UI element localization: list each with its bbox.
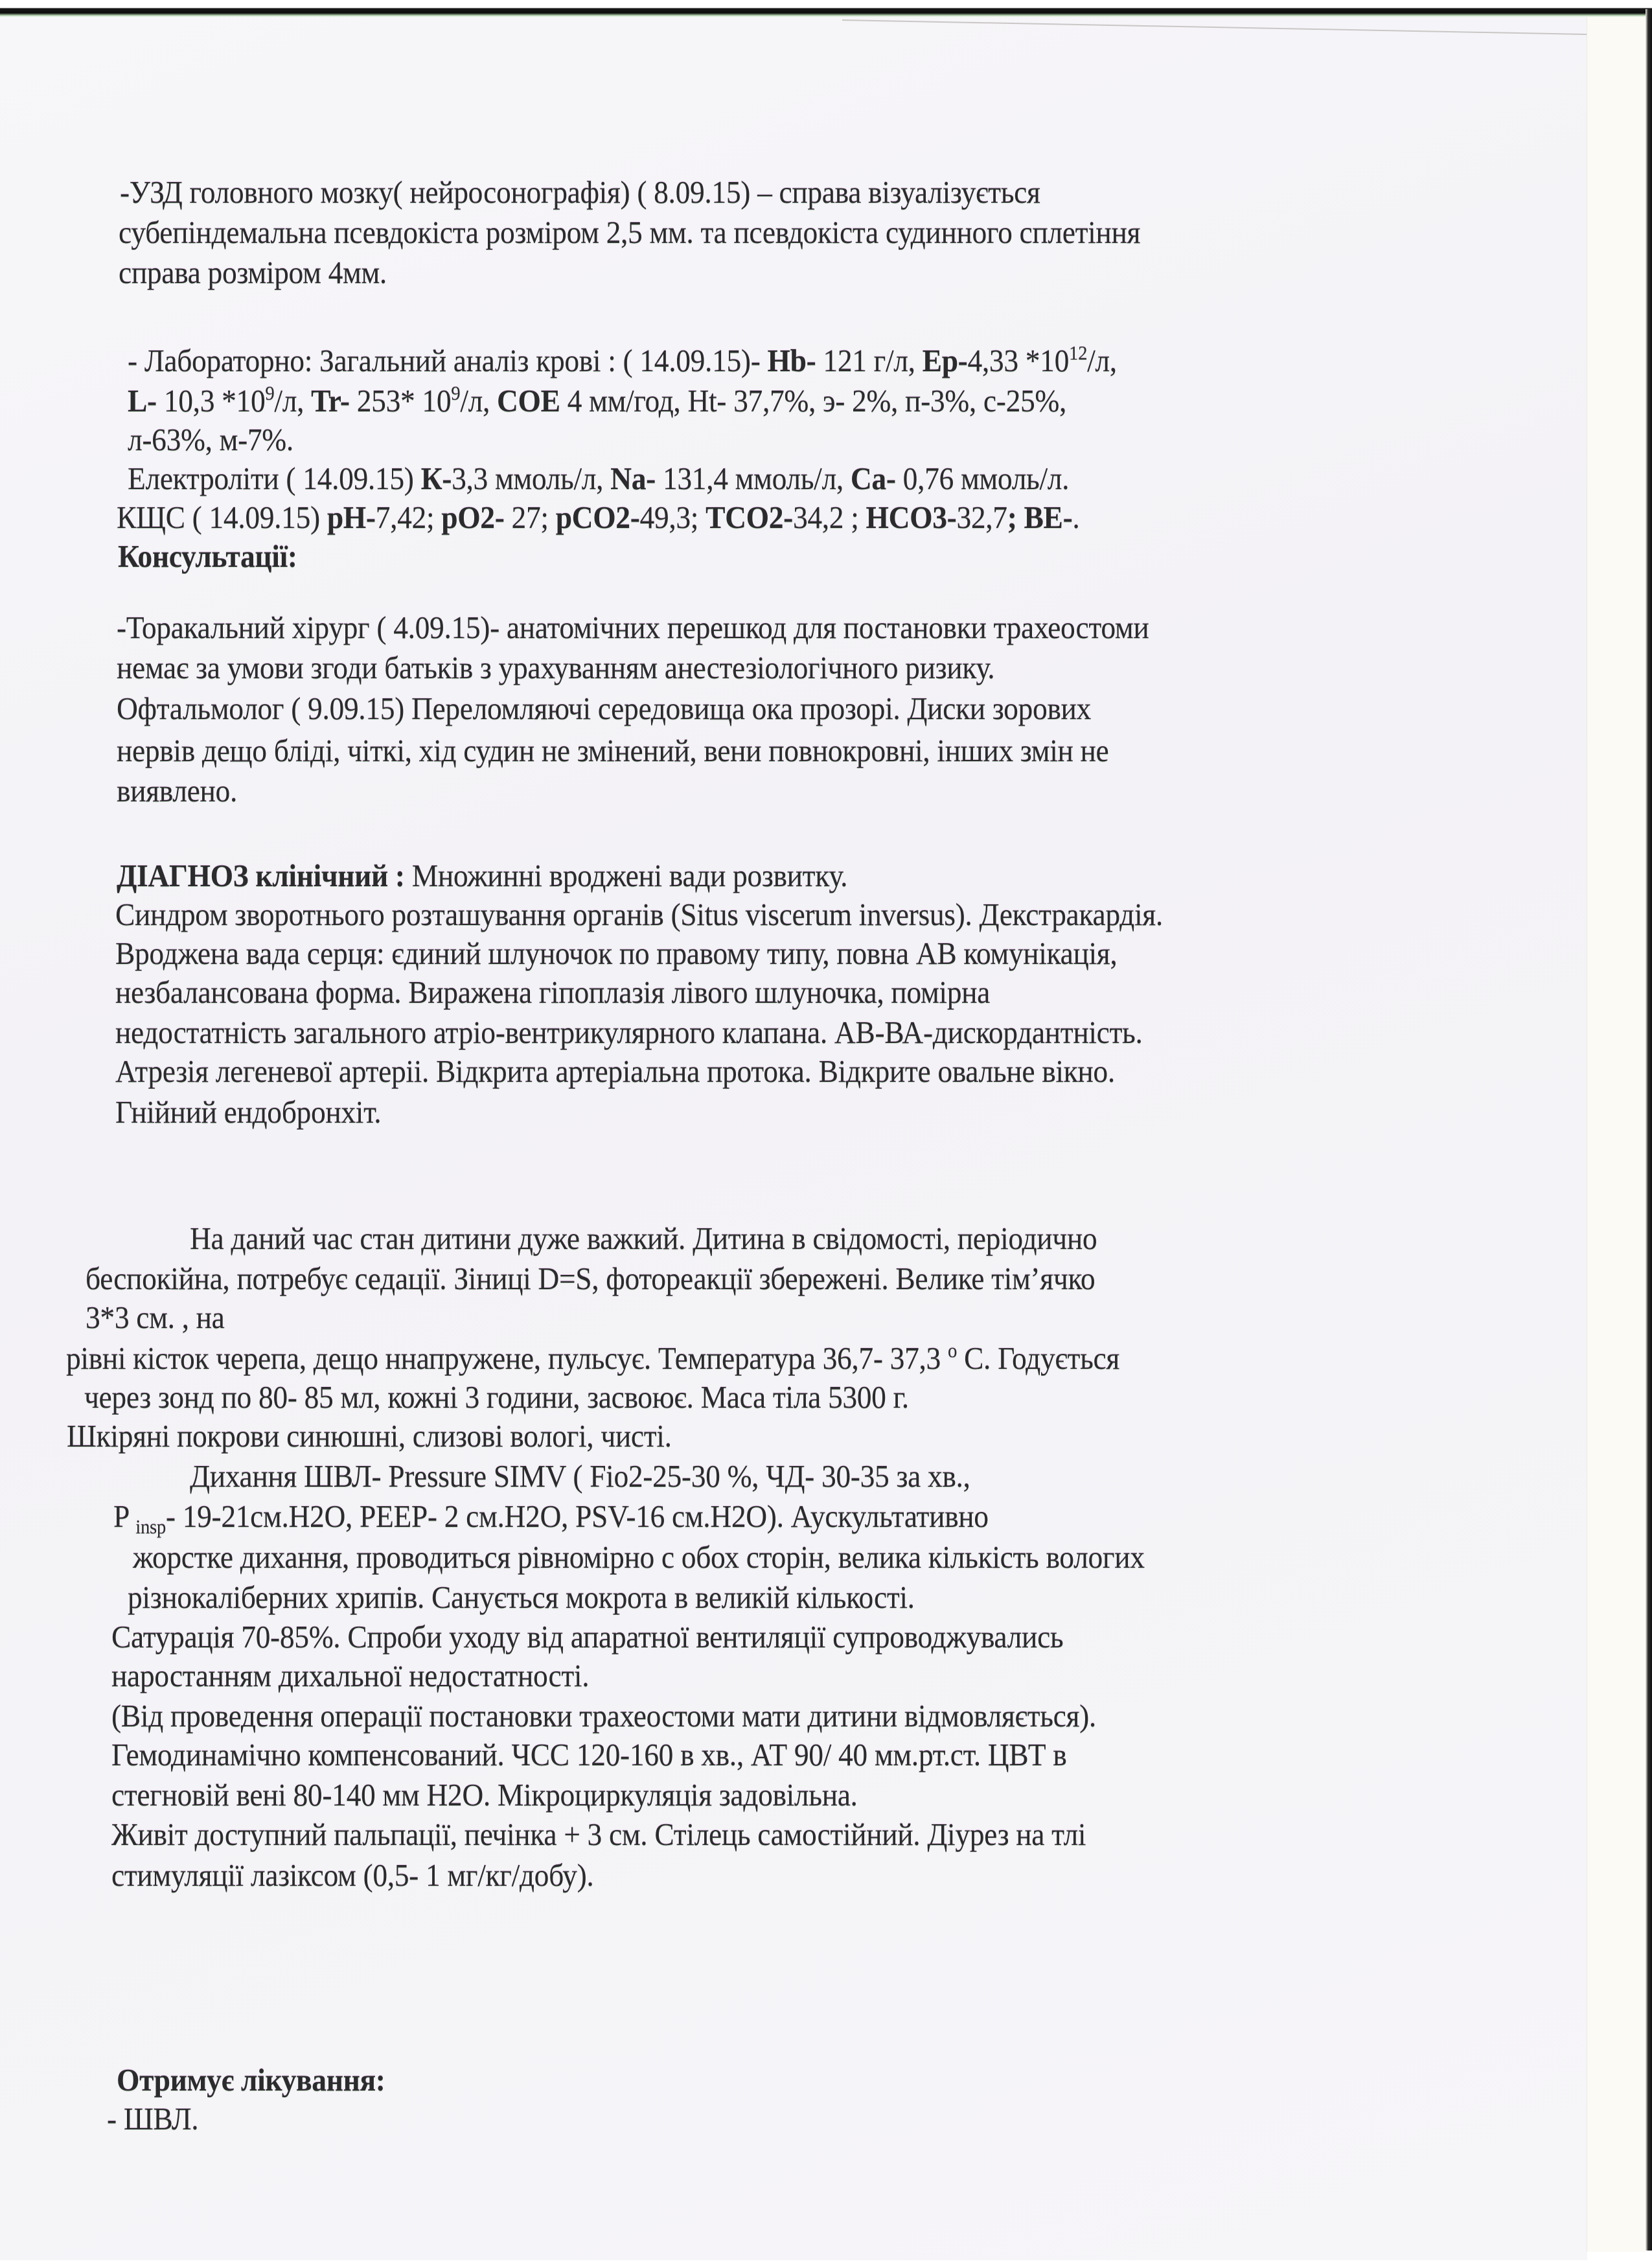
- scan-right-margin: [1587, 17, 1646, 2252]
- na-value: 131,4 ммоль/л,: [655, 461, 851, 496]
- diagnosis-line: незбалансована форма. Виражена гіпоплазія лівого шлуночка, помірна: [115, 974, 991, 1010]
- scan-top-edge: [0, 0, 1652, 17]
- ep-exponent: 12: [1069, 341, 1088, 364]
- labs-kshc-line: [117, 499, 1079, 536]
- degree-sign: o: [947, 1339, 957, 1362]
- diagnosis-line: Вроджена вада серця: єдиний шлуночок по правому типу, повна АВ комунікація,: [115, 935, 1118, 971]
- k-value: 3,3 ммоль/л,: [452, 461, 611, 496]
- status-line: жорстке дихання, проводиться рівномірно с обох сторін, велика кількість вологих: [133, 1539, 1145, 1575]
- diagnosis-first: Множинні вроджені вади розвитку.: [404, 858, 848, 893]
- consultation-line: Офтальмолог ( 9.09.15) Переломляючі середовища ока прозорі. Диски зорових: [117, 691, 1091, 726]
- status-line: Сатурація 70-85%. Спроби уходу від апаратної вентиляції супроводжувались: [111, 1619, 1064, 1655]
- electrolytes-intro: Електроліти ( 14.09.15): [128, 461, 421, 496]
- ph-label: pH-: [327, 499, 376, 535]
- hb-label: Hb-: [767, 343, 816, 378]
- tr-label: Tr-: [311, 383, 350, 418]
- k-label: К-: [420, 461, 452, 496]
- status-line: Гемодинамічно компенсований. ЧСС 120-160 в хв., АТ 90/ 40 мм.рт.ст. ЦВТ в: [111, 1737, 1067, 1772]
- labs-cbc-line: [128, 342, 1117, 379]
- status-line: через зонд по 80- 85 мл, кожні 3 години, засвоює. Маса тіла 5300 г.: [84, 1379, 909, 1415]
- status-line: стимуляції лазіксом (0,5- 1 мг/кг/добу).: [111, 1857, 594, 1893]
- pco2-value: 49,3;: [639, 499, 706, 535]
- pco2-label: pCO2-: [555, 499, 640, 535]
- status-line: Шкіряні покрови синюшні, слизові вологі, чисті.: [67, 1418, 672, 1454]
- po2-label: pO2-: [441, 499, 505, 535]
- labs-cbc-line: л-63%, м-7%.: [128, 422, 293, 457]
- ep-label: Ер-: [922, 343, 968, 378]
- diagnosis-line: [117, 857, 847, 894]
- status-line: (Від проведення операції постановки трахеостоми мати дитини відмовляється).: [111, 1698, 1096, 1734]
- status-line: стегновій вені 80-140 мм H2O. Мікроциркуляція задовільна.: [111, 1777, 858, 1813]
- ultrasound-line: справа розміром 4мм.: [119, 255, 387, 290]
- ep-value: 4,33 *10: [967, 343, 1070, 378]
- ca-label: Са-: [850, 461, 896, 496]
- status-line: беспокійна, потребує седації. Зіниці D=S, фотореакції збережені. Велике тім’ячко: [86, 1261, 1096, 1296]
- ca-value: 0,76 ммоль/л.: [895, 461, 1070, 496]
- be-label: ; BE-: [1007, 499, 1073, 535]
- ultrasound-line: субепіндемальна псевдокіста розміром 2,5 мм. та псевдокіста судинного сплетіння: [119, 214, 1141, 250]
- consultation-line: немає за умови згоди батьків з урахуванням анестезіологічного ризику.: [117, 650, 995, 685]
- tco2-label: TCO2-: [706, 499, 793, 535]
- hco3-value: 32,7: [956, 499, 1007, 535]
- tr-unit: /л,: [460, 383, 498, 418]
- kshc-intro: КЩС ( 14.09.15): [117, 499, 327, 535]
- tr-exponent: 9: [451, 382, 461, 404]
- consultation-line: нервів дещо бліді, чіткі, хід судин не змінений, вени повнокровні, інших змін не: [117, 733, 1109, 768]
- scan-bottom-edge: [0, 2260, 1652, 2268]
- l-exponent: 9: [265, 382, 275, 404]
- l-label: L-: [128, 383, 157, 418]
- consultation-line: виявлено.: [117, 773, 237, 808]
- status-line: різнокаліберних хрипів. Санується мокрота в великій кількості.: [128, 1579, 915, 1615]
- ph-value: 7,42;: [375, 499, 442, 535]
- status-line: [66, 1340, 1119, 1377]
- tco2-value: 34,2 ;: [792, 499, 866, 535]
- status-temp-tail: С. Годується: [956, 1340, 1119, 1376]
- l-unit: /л,: [274, 383, 312, 418]
- status-line: На даний час стан дитини дуже важкий. Дитина в свідомості, періодично: [190, 1220, 1097, 1256]
- status-line: Живіт доступний пальпації, печінка + 3 см. Стілець самостійний. Діурез на тлі: [111, 1816, 1086, 1852]
- consultations-heading: Консультації:: [118, 538, 297, 574]
- hco3-label: HCO3-: [866, 499, 957, 535]
- be-value: .: [1072, 499, 1080, 535]
- status-line: [113, 1498, 989, 1538]
- l-value: 10,3 *10: [156, 383, 266, 418]
- tr-value: 253* 10: [349, 383, 452, 418]
- consultation-line: -Торакальний хірург ( 4.09.15)- анатомічних перешкод для постановки трахеостоми: [117, 610, 1149, 645]
- coe-value: 4 мм/год, Ht- 37,7%, э- 2%, п-3%, с-25%,: [560, 383, 1067, 418]
- status-line: наростанням дихальної недостатності.: [111, 1658, 590, 1693]
- hb-value: 121 г/л,: [816, 343, 923, 378]
- diagnosis-line: Атрезія легеневої артеріі. Відкрита артеріальна протока. Відкрите овальне вікно.: [115, 1053, 1115, 1089]
- ep-unit: /л,: [1087, 343, 1117, 378]
- pinsp-sub: insp: [135, 1515, 166, 1538]
- labs-electrolytes-line: [128, 460, 1069, 497]
- diagnosis-line: Гнійний ендобронхіт.: [115, 1094, 382, 1130]
- diagnosis-line: Синдром зворотнього розташування органів (Situs viscerum inversus). Декстракардія.: [115, 897, 1163, 932]
- labs-intro: - Лабораторно: Загальний аналіз крові : ( 14.09.15)-: [128, 343, 768, 378]
- po2-value: 27;: [504, 499, 556, 535]
- labs-cbc-line: [128, 382, 1066, 419]
- ultrasound-line: -УЗД головного мозку( нейросонографія) ( 8.09.15) – справа візуалізується: [120, 174, 1040, 210]
- treatment-heading: Отримує лікування:: [117, 2062, 385, 2098]
- scan-right-edge: [1646, 9, 1652, 2251]
- status-line: Дихання ШВЛ- Pressure SIMV ( Fio2-25-30 %, ЧД- 30-35 за хв.,: [190, 1458, 970, 1494]
- pinsp-rest: - 19-21см.H2O, PEEP- 2 см.H2O, PSV-16 см.H2O). Аускультативно: [165, 1498, 989, 1534]
- status-line: 3*3 см. , на: [86, 1300, 225, 1335]
- pinsp-p: P: [113, 1498, 136, 1534]
- coe-label: СОЕ: [497, 383, 560, 418]
- status-temp-text: рівні кісток черепа, дещо ннапружене, пульсує. Температура 36,7- 37,3: [66, 1340, 948, 1376]
- treatment-item: - ШВЛ.: [107, 2101, 199, 2136]
- na-label: Na-: [610, 461, 656, 496]
- diagnosis-line: недостатність загального атріо-вентрикулярного клапана. АВ-ВА-дискордантність.: [115, 1014, 1143, 1050]
- diagnosis-heading: ДІАГНОЗ клінічний :: [117, 858, 405, 893]
